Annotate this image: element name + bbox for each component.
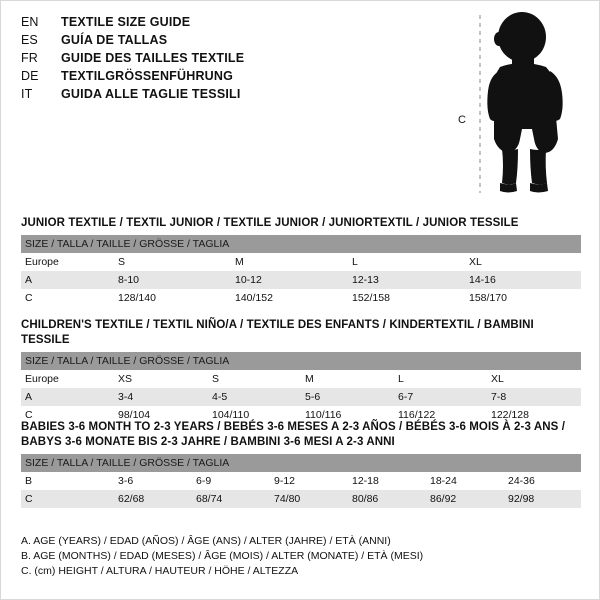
babies-size-table <box>21 454 581 508</box>
table-row <box>21 289 581 307</box>
cell: 7-8 <box>487 388 581 406</box>
cell: XL <box>487 370 581 388</box>
cell: 128/140 <box>114 289 231 307</box>
row-label: C <box>21 490 114 508</box>
cell: 8-10 <box>114 271 231 289</box>
language-row-de <box>21 69 441 87</box>
junior-size-table <box>21 235 581 307</box>
cell: 116/122 <box>394 406 487 424</box>
cell: 158/170 <box>465 289 581 307</box>
cell: S <box>208 370 301 388</box>
language-row-es <box>21 33 441 51</box>
language-title: GUIDE DES TAILLES TEXTILE <box>61 51 245 65</box>
height-measure-label: C <box>458 114 466 126</box>
language-title: TEXTILE SIZE GUIDE <box>61 15 191 29</box>
table-row <box>21 490 581 508</box>
cell: 6-7 <box>394 388 487 406</box>
cell: M <box>231 253 348 271</box>
cell: 152/158 <box>348 289 465 307</box>
cell: 104/110 <box>208 406 301 424</box>
language-code: IT <box>21 87 33 101</box>
section-title: BABIES 3-6 MONTH TO 2-3 YEARS / BEBÉS 3-6 MESES A 2-3 AÑOS / BÉBÉS 3-6 MOIS À 2-3 ANS / BABYS 3-6 MONATE BIS 2-3 JAHRE / BAMBINI 3-6 MESI A 2-3 ANNI <box>21 421 565 448</box>
table-header-label: SIZE / TALLA / TAILLE / GRÖSSE / TAGLIA <box>21 454 581 472</box>
table-header-label: SIZE / TALLA / TAILLE / GRÖSSE / TAGLIA <box>21 235 581 253</box>
cell: 3-6 <box>114 472 192 490</box>
cell: L <box>394 370 487 388</box>
cell: 24-36 <box>504 472 581 490</box>
table-row <box>21 271 581 289</box>
language-title: GUIDA ALLE TAGLIE TESSILI <box>61 87 241 101</box>
cell: 12-18 <box>348 472 426 490</box>
language-row-fr <box>21 51 441 69</box>
table-row <box>21 253 581 271</box>
language-title: GUÍA DE TALLAS <box>61 33 168 47</box>
cell: 68/74 <box>192 490 270 508</box>
row-label: A <box>21 271 114 289</box>
table-row <box>21 370 581 388</box>
row-label: C <box>21 289 114 307</box>
section-title: JUNIOR TEXTILE / TEXTIL JUNIOR / TEXTILE JUNIOR / JUNIORTEXTIL / JUNIOR TESSILE <box>21 217 519 229</box>
row-label: A <box>21 388 114 406</box>
section-junior-textile <box>21 216 581 307</box>
cell: 9-12 <box>270 472 348 490</box>
language-row-it <box>21 87 441 105</box>
cell: 98/104 <box>114 406 208 424</box>
cell: M <box>301 370 394 388</box>
cell: 18-24 <box>426 472 504 490</box>
section-childrens-textile <box>21 318 581 424</box>
cell: 74/80 <box>270 490 348 508</box>
row-label: C <box>21 406 114 424</box>
cell: 6-9 <box>192 472 270 490</box>
cell: 140/152 <box>231 289 348 307</box>
language-code: EN <box>21 15 39 29</box>
legend-line-c: C. (cm) HEIGHT / ALTURA / HAUTEUR / HÖHE / ALTEZZA <box>21 565 299 577</box>
legend-line-a: A. AGE (YEARS) / EDAD (AÑOS) / ÂGE (ANS) / ALTER (JAHRE) / ETÀ (ANNI) <box>21 535 391 547</box>
table-header-row <box>21 235 581 253</box>
section-title: CHILDREN'S TEXTILE / TEXTIL NIÑO/A / TEXTILE DES ENFANTS / KINDERTEXTIL / BAMBINI TESSILE <box>21 319 534 346</box>
row-label: Europe <box>21 370 114 388</box>
language-row-en <box>21 15 441 33</box>
toddler-silhouette-figure <box>456 9 591 199</box>
cell: 92/98 <box>504 490 581 508</box>
cell: 62/68 <box>114 490 192 508</box>
cell: 5-6 <box>301 388 394 406</box>
cell: 10-12 <box>231 271 348 289</box>
cell: 122/128 <box>487 406 581 424</box>
cell: XL <box>465 253 581 271</box>
table-header-row <box>21 352 581 370</box>
legend-line-b: B. AGE (MONTHS) / EDAD (MESES) / ÂGE (MOIS) / ALTER (MONATE) / ETÀ (MESI) <box>21 550 424 562</box>
language-code: FR <box>21 51 38 65</box>
language-title: TEXTILGRÖSSENFÜHRUNG <box>61 69 234 83</box>
table-header-label: SIZE / TALLA / TAILLE / GRÖSSE / TAGLIA <box>21 352 581 370</box>
language-code: ES <box>21 33 38 47</box>
section-babies-textile <box>21 420 581 508</box>
table-row <box>21 388 581 406</box>
cell: L <box>348 253 465 271</box>
cell: 80/86 <box>348 490 426 508</box>
cell: XS <box>114 370 208 388</box>
legend-block <box>21 534 581 579</box>
cell: 4-5 <box>208 388 301 406</box>
language-title-block <box>21 15 441 105</box>
childrens-size-table <box>21 352 581 424</box>
toddler-silhouette-icon <box>456 9 591 199</box>
cell: 3-4 <box>114 388 208 406</box>
table-row <box>21 472 581 490</box>
row-label: B <box>21 472 114 490</box>
cell: 86/92 <box>426 490 504 508</box>
cell: 12-13 <box>348 271 465 289</box>
cell: 14-16 <box>465 271 581 289</box>
row-label: Europe <box>21 253 114 271</box>
cell: S <box>114 253 231 271</box>
table-header-row <box>21 454 581 472</box>
cell: 110/116 <box>301 406 394 424</box>
language-code: DE <box>21 69 39 83</box>
